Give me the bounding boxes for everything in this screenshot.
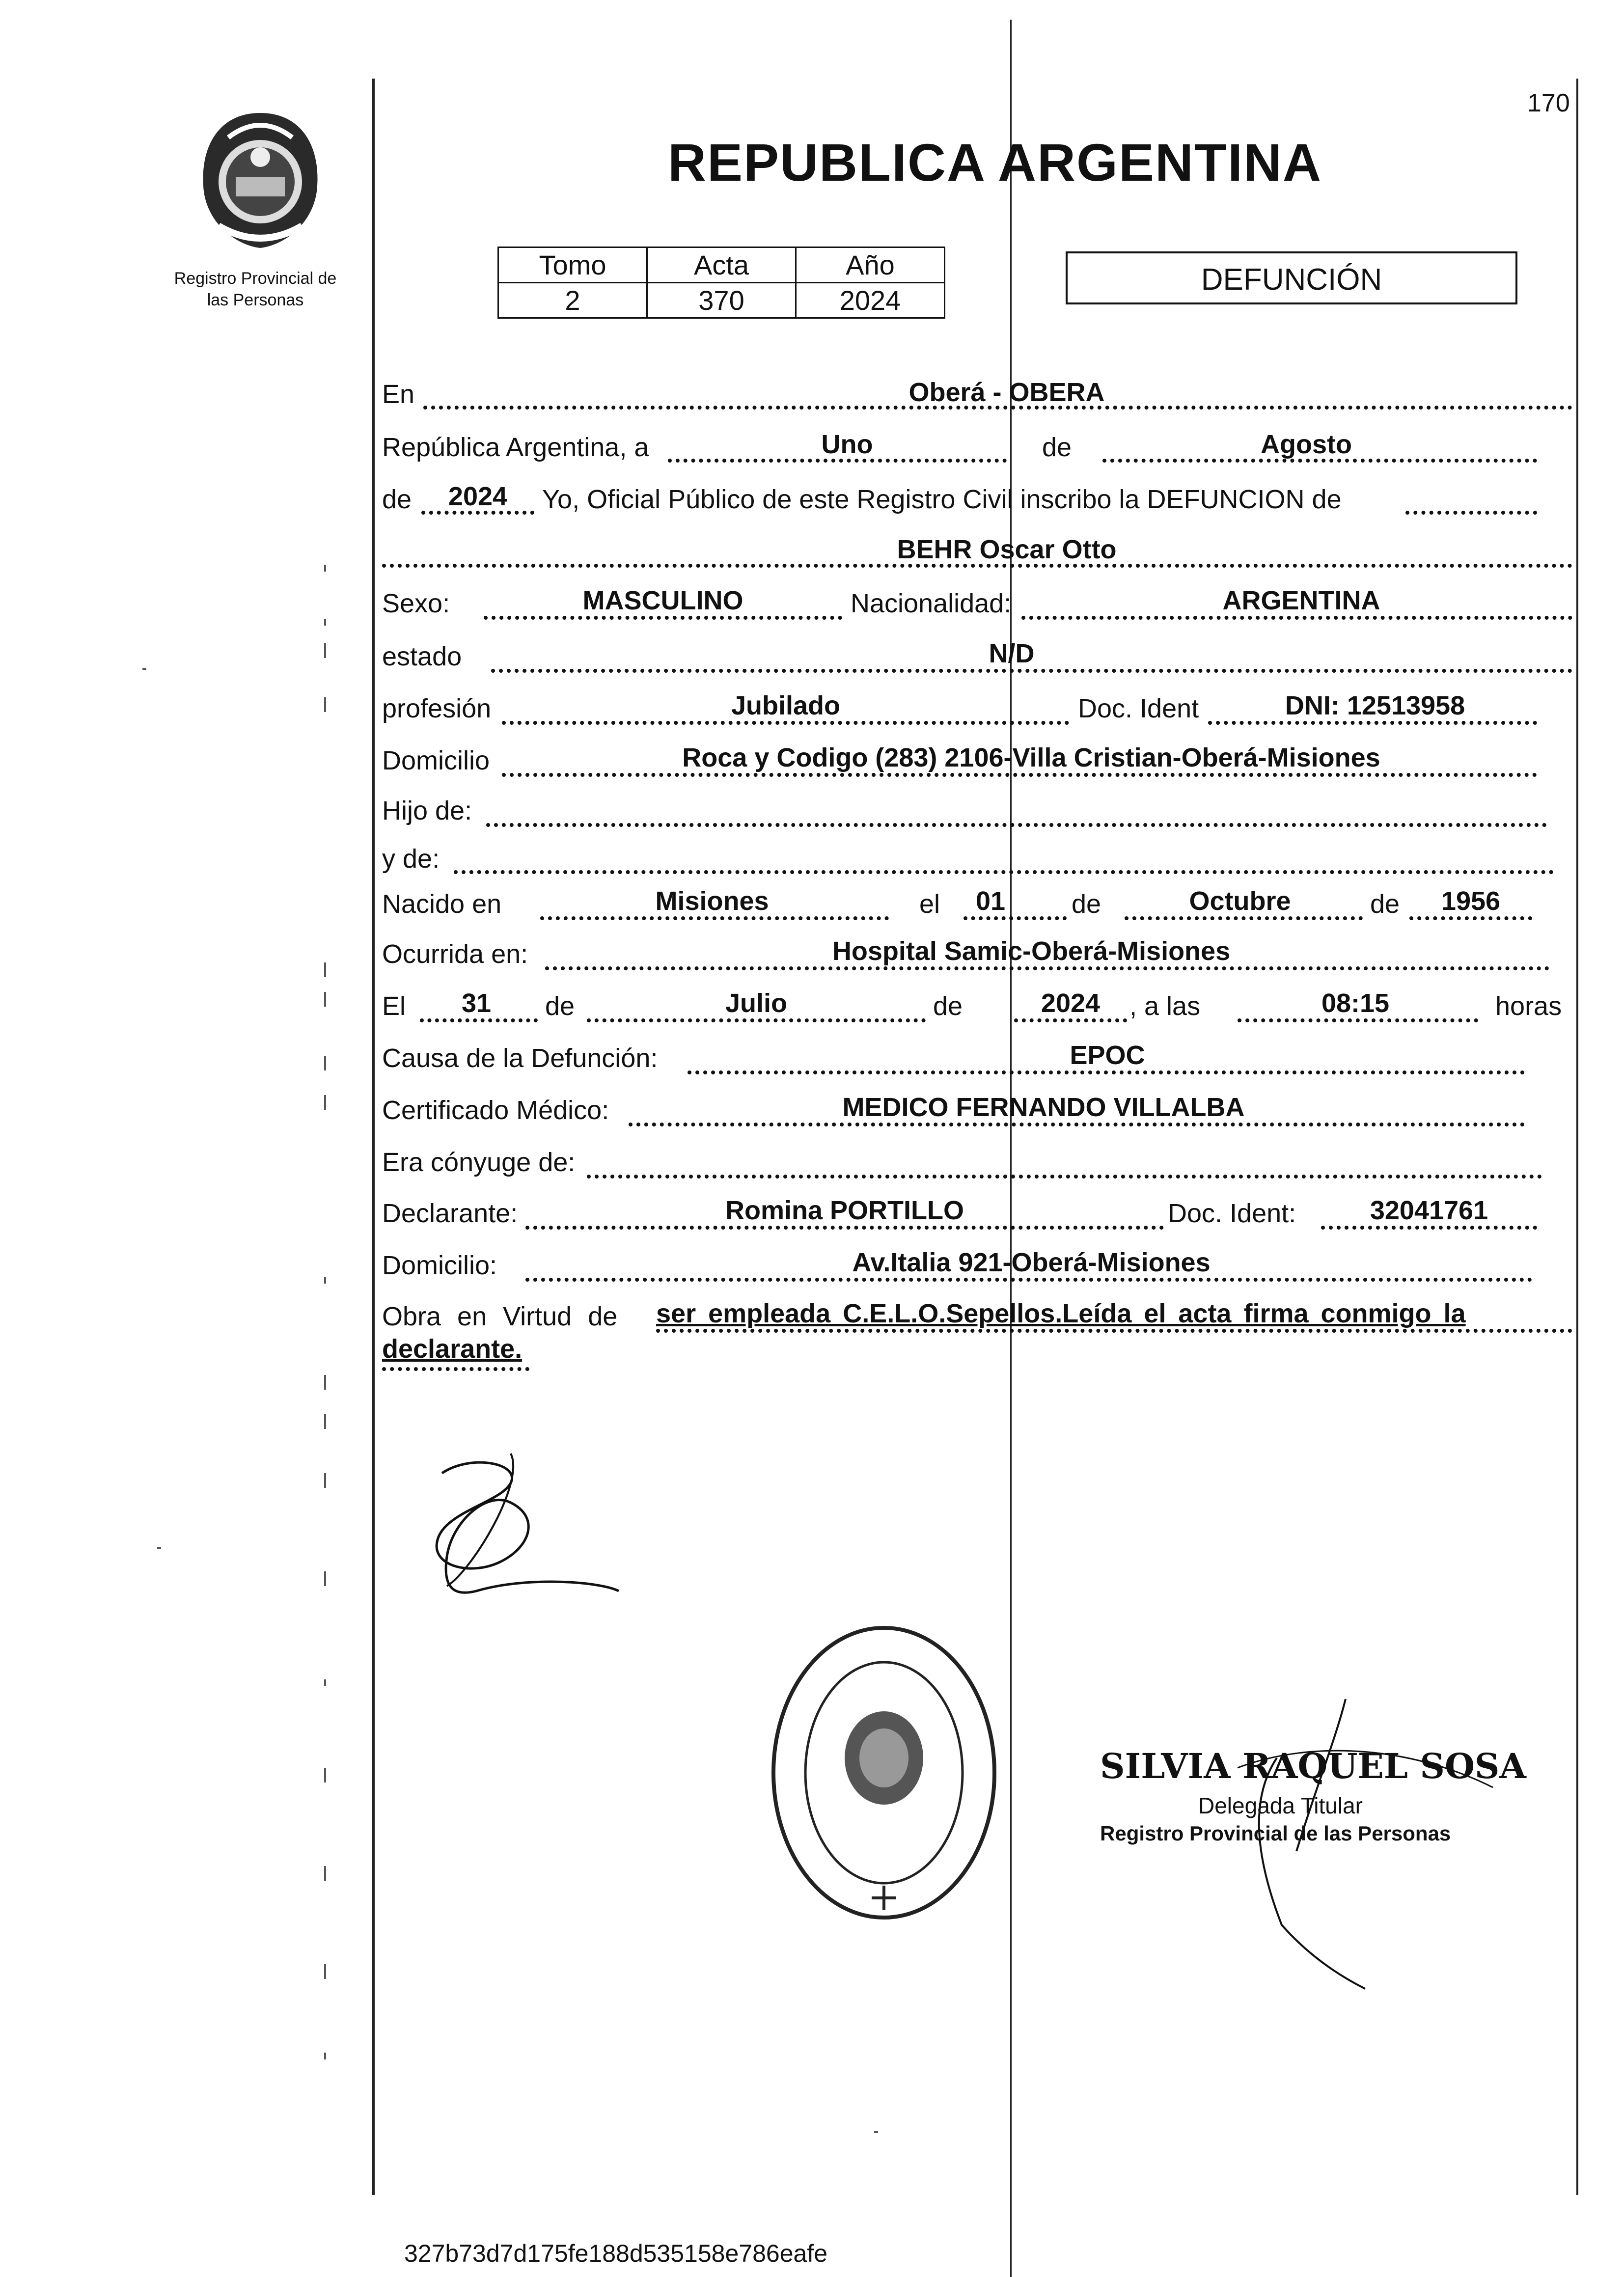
label-de: de (382, 485, 412, 514)
dotted-line (525, 1278, 1532, 1282)
dotted-line (484, 616, 842, 620)
organization-line-1: Registro Provincial de (174, 269, 337, 288)
right-margin-line (1576, 79, 1578, 2195)
label-de: de (1370, 889, 1400, 919)
lugar-value: Oberá - OBERA (908, 378, 1105, 407)
nac-mes-value: Octubre (1189, 886, 1291, 916)
profesion-value: Jubilado (731, 691, 840, 720)
label-hijo-de: Hijo de: (382, 796, 472, 825)
label-yo: Yo, Oficial Público de este Registro Civil inscribo la DEFUNCION de (542, 485, 1342, 514)
label-sexo: Sexo: (382, 589, 450, 618)
sexo-value: MASCULINO (582, 586, 743, 615)
anio-value: 2024 (796, 283, 945, 318)
causa-value: EPOC (1070, 1041, 1145, 1070)
declarant-signature (413, 1444, 633, 1630)
label-certificado: Certificado Médico: (382, 1096, 609, 1125)
label-domicilio-2: Domicilio: (382, 1251, 497, 1280)
def-dia-value: 31 (461, 988, 492, 1018)
dotted-line (486, 823, 1547, 827)
label-el: el (919, 889, 940, 919)
label-causa: Causa de la Defunción: (382, 1043, 658, 1073)
declarante-value: Romina PORTILLO (725, 1196, 964, 1225)
domicilio-value: Roca y Codigo (283) 2106-Villa Cristian-Oberá-Misiones (682, 743, 1380, 772)
label-de: de (1072, 889, 1101, 919)
dotted-line (1014, 1018, 1127, 1022)
def-anio-value: 2024 (1041, 988, 1101, 1018)
dia-value: Uno (821, 430, 873, 459)
label-en: En (382, 380, 415, 409)
anio-header: Año (796, 247, 945, 283)
reference-table (497, 247, 945, 319)
dotted-line (587, 1175, 1542, 1179)
estado-value: N/D (989, 639, 1035, 668)
left-margin-line (372, 79, 375, 2195)
label-domicilio: Domicilio (382, 746, 490, 775)
dotted-line (525, 1226, 1164, 1230)
label-republica: República Argentina, a (382, 433, 649, 462)
acta-value: 370 (647, 283, 796, 318)
label-obra: Obra en Virtud de (382, 1302, 618, 1331)
label-conyuge: Era cónyuge de: (382, 1148, 576, 1177)
certificado-value: MEDICO FERNANDO VILLALBA (842, 1093, 1245, 1122)
label-horas: horas (1495, 991, 1562, 1021)
label-y-de: y de: (382, 844, 440, 874)
declarante-doc-value: 32041761 (1370, 1196, 1488, 1225)
tomo-header: Tomo (498, 247, 647, 283)
obra-value-line-1: ser empleada C.E.L.O.Sepellos.Leída el acta firma conmigo la (656, 1299, 1466, 1328)
label-nacionalidad: Nacionalidad: (851, 589, 1012, 618)
dotted-line (1405, 511, 1537, 515)
mes-value: Agosto (1261, 430, 1352, 459)
hora-value: 08:15 (1321, 988, 1390, 1018)
ocurrida-en-value: Hospital Samic-Oberá-Misiones (832, 936, 1231, 966)
scan-fold-line (1010, 20, 1012, 2277)
nac-dia-value: 01 (975, 886, 1006, 916)
organization-line-2: las Personas (207, 291, 304, 309)
nacido-en-value: Misiones (655, 886, 769, 916)
label-declarante: Declarante: (382, 1199, 518, 1228)
dotted-line (491, 669, 1572, 673)
dotted-line (382, 1367, 529, 1371)
declarante-domicilio-value: Av.Italia 921-Oberá-Misiones (852, 1248, 1211, 1277)
official-title: Delegada Titular (1198, 1793, 1363, 1818)
provincial-seal (189, 103, 331, 250)
delegation-stamp (766, 1620, 1002, 1925)
obra-value-line-2: declarante. (382, 1334, 523, 1364)
dotted-line (382, 564, 1572, 568)
document-hash: 327b73d7d175fe188d535158e786eafe (404, 2240, 828, 2267)
document-type-box: DEFUNCIÓN (1066, 251, 1517, 304)
official-office: Registro Provincial de las Personas (1100, 1822, 1451, 1845)
label-profesion: profesión (382, 694, 492, 723)
label-de: de (933, 991, 963, 1021)
label-doc-ident: Doc. Ident (1078, 694, 1199, 723)
anio-value: 2024 (448, 482, 508, 511)
label-el-cap: El (382, 991, 406, 1021)
label-nacido-en: Nacido en (382, 889, 502, 919)
reference-value-row (498, 283, 945, 318)
dotted-line (688, 1070, 1525, 1074)
reference-header-row (498, 247, 945, 283)
tomo-value: 2 (498, 283, 647, 318)
nacionalidad-value: ARGENTINA (1222, 586, 1380, 615)
page-title: REPUBLICA ARGENTINA (668, 133, 1322, 192)
dotted-line (420, 1018, 538, 1022)
dotted-line (454, 870, 1554, 874)
dotted-line (1409, 916, 1532, 920)
dotted-line (1021, 616, 1572, 620)
doc-ident-value: DNI: 12513958 (1285, 691, 1465, 720)
official-name: SILVIA RAQUEL SOSA (1100, 1746, 1526, 1786)
dotted-line (1208, 721, 1537, 725)
dotted-line (1238, 1018, 1478, 1022)
dotted-line (656, 1329, 1572, 1333)
acta-header: Acta (647, 247, 796, 283)
dotted-line (1125, 916, 1363, 920)
official-signature (1218, 1689, 1513, 1994)
label-de: de (545, 991, 575, 1021)
label-a-las: , a las (1129, 991, 1201, 1021)
dotted-line (540, 916, 889, 920)
def-mes-value: Julio (725, 988, 787, 1018)
label-de: de (1042, 433, 1072, 462)
dotted-line (963, 916, 1067, 920)
dotted-line (545, 966, 1549, 970)
label-ocurrida-en: Ocurrida en: (382, 939, 528, 969)
page-number: 170 (1527, 89, 1570, 117)
nac-anio-value: 1956 (1441, 886, 1501, 916)
dotted-line (587, 1018, 926, 1022)
dotted-line (1321, 1226, 1537, 1230)
label-doc-ident-2: Doc. Ident: (1168, 1199, 1296, 1228)
dotted-line (502, 721, 1069, 725)
dotted-line (629, 1123, 1525, 1126)
nombre-value: BEHR Oscar Otto (897, 535, 1117, 564)
label-estado: estado (382, 642, 462, 671)
dotted-line (502, 773, 1537, 777)
organization-name (147, 268, 363, 311)
